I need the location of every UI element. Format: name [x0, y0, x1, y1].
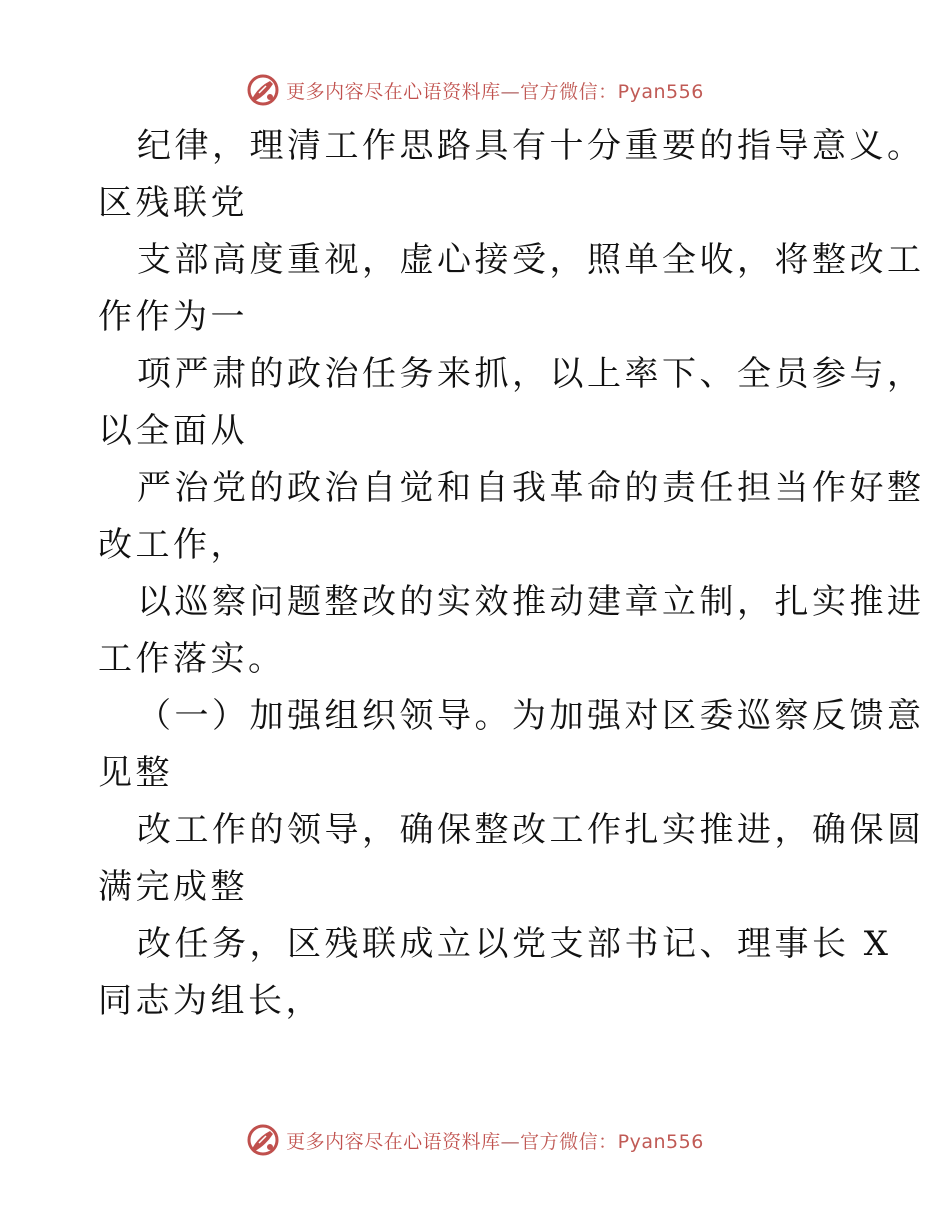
text-line: 纪律，理清工作思路具有十分重要的指导意义。	[137, 126, 925, 166]
banner-separator: —	[500, 80, 521, 103]
banner-site: 更多内容尽在心语资料库	[286, 80, 501, 103]
text-line: 严治党的政治自觉和自我革命的责任担当作好整	[137, 468, 925, 508]
text-line: 同志为组长，	[98, 981, 323, 1021]
text-line: 工作落实。	[98, 639, 286, 679]
text-line: 项严肃的政治任务来抓，以上率下、全员参与，	[137, 354, 925, 394]
banner-site: 更多内容尽在心语资料库	[286, 1130, 501, 1153]
text-line: 改工作的领导，确保整改工作扎实推进，确保圆	[137, 810, 925, 850]
text-line: 以巡察问题整改的实效推动建章立制，扎实推进	[137, 582, 925, 622]
banner-wechat: 官方微信：Pyan556	[520, 1130, 704, 1153]
pen-logo-icon	[246, 73, 280, 107]
text-line: 支部高度重视，虚心接受，照单全收，将整改工	[137, 240, 925, 280]
text-line: 改任务，区残联成立以党支部书记、理事长 X	[137, 924, 892, 964]
header-banner	[0, 70, 950, 110]
text-line: 区残联党	[98, 183, 248, 223]
footer-banner	[0, 1120, 950, 1160]
pen-logo-icon	[246, 1123, 280, 1157]
text-line: 改工作，	[98, 525, 248, 565]
banner-text	[286, 1127, 704, 1154]
banner-wechat: 官方微信：Pyan556	[520, 80, 704, 103]
banner-separator: —	[500, 1130, 521, 1153]
text-line: 见整	[98, 753, 173, 793]
banner-text	[286, 77, 704, 104]
text-line: 满完成整	[98, 867, 248, 907]
text-line: 以全面从	[98, 411, 248, 451]
text-line: 作作为一	[98, 297, 248, 337]
text-line: （一）加强组织领导。为加强对区委巡察反馈意	[137, 696, 925, 736]
